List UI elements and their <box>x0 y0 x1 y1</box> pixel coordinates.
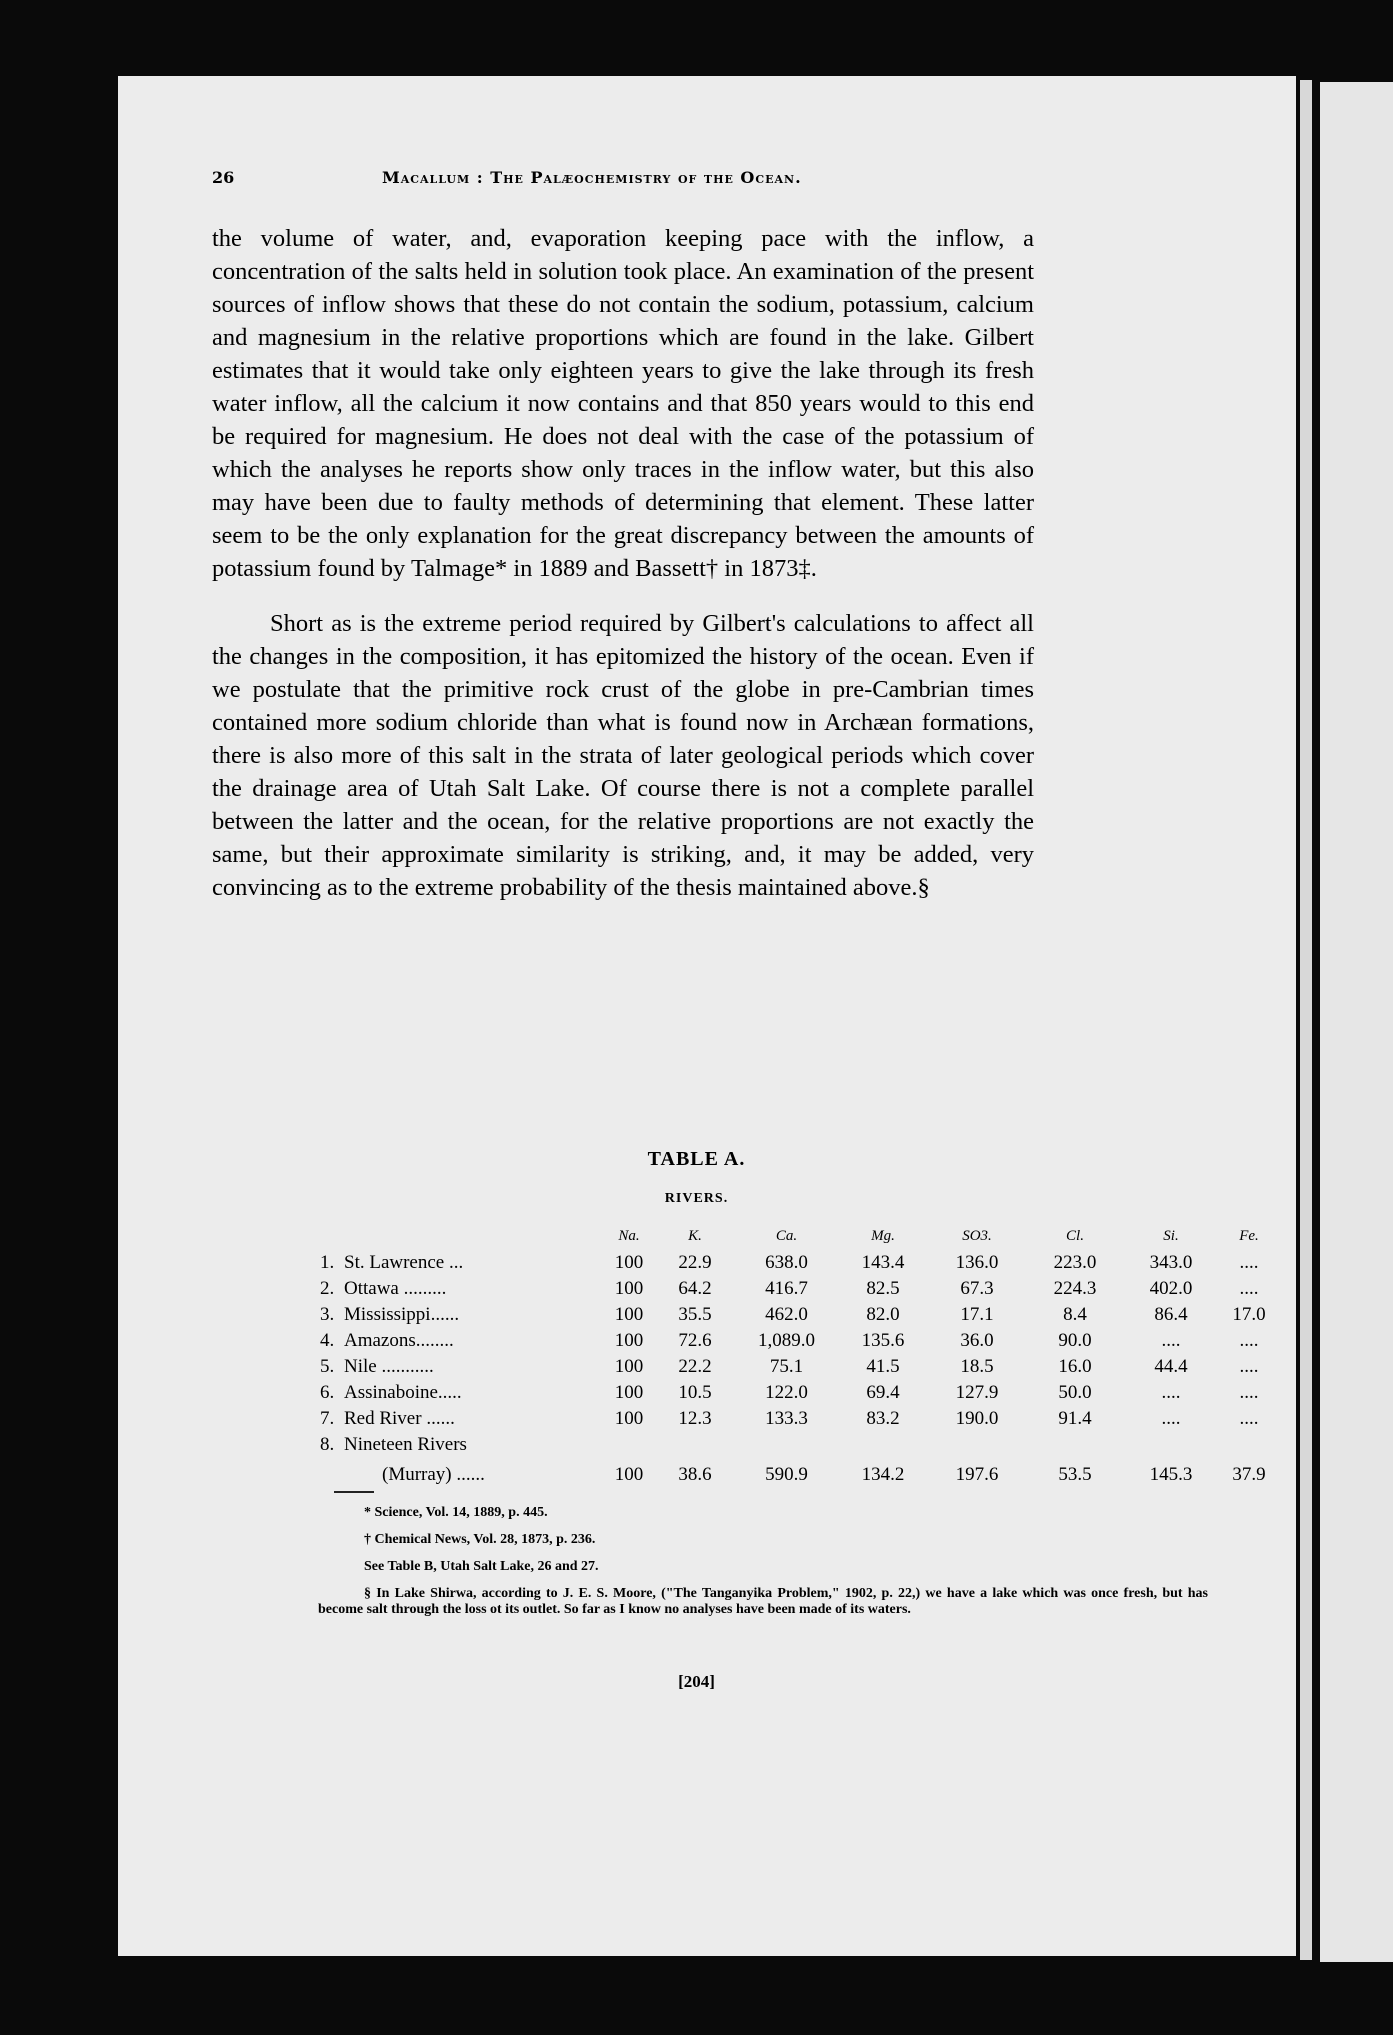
table-cell <box>734 1432 839 1458</box>
river-name: Ottawa ......... <box>344 1278 447 1299</box>
page-number: 26 <box>212 168 235 187</box>
table-cell: 122.0 <box>765 1382 808 1403</box>
table-cell <box>1219 1432 1279 1458</box>
table-cell: 36.0 <box>960 1330 994 1351</box>
footnote-star: * Science, Vol. 14, 1889, p. 445. <box>364 1505 548 1520</box>
table-cell: 41.5 <box>866 1356 900 1377</box>
table-cell: 50.0 <box>1058 1382 1092 1403</box>
table-row <box>320 1432 1279 1458</box>
paragraph-1: the volume of water, and, evaporation keeping pace with the inflow, a concentration of the salts held in solution took place. An examination of the present sources of inflow shows that these do not contain the sodium, potassium, calcium and magnesium in the relative proportions which are found in the lake. Gilbert estimates that it would take only eighteen years to give the lake through its fresh water inflow, all the calcium it now contains and that 850 years would to this end be required for magnesium. He does not deal with the case of the potassium of which the analyses he reports show only traces in the inflow water, but this also may have been due to faulty methods of determining that element. These latter seem to be the only explanation for the great discrepancy between the amounts of potassium found by Talmage* in 1889 and Bassett† in 1873‡. <box>212 225 1034 582</box>
table-row <box>320 1354 1279 1380</box>
table-cell: 82.5 <box>866 1278 900 1299</box>
running-header <box>212 168 1022 198</box>
river-name: Assinaboine..... <box>344 1382 462 1403</box>
table-row <box>320 1406 1279 1432</box>
footnote-rule <box>334 1491 374 1493</box>
table-cell: 35.5 <box>678 1304 712 1325</box>
running-title: Macallum : The Palæochemistry of the Ocean. <box>382 168 802 187</box>
table-cell: 37.9 <box>1232 1464 1266 1485</box>
table-cell: 416.7 <box>765 1278 808 1299</box>
col-header-so3: SO3. <box>962 1227 992 1244</box>
table-cell: 44.4 <box>1154 1356 1188 1377</box>
table-cell: 67.3 <box>960 1278 994 1299</box>
table-header-row <box>320 1222 1279 1250</box>
table-cell: 8.4 <box>1063 1304 1087 1325</box>
table-cell: 38.6 <box>678 1464 712 1485</box>
river-name: Red River ...... <box>344 1408 455 1429</box>
footnotes <box>318 1505 1208 1629</box>
table-cell: 100 <box>614 1408 644 1429</box>
row-number: 8. <box>320 1434 335 1455</box>
table-cell: 83.2 <box>866 1408 900 1429</box>
table-cell: 197.6 <box>955 1464 999 1485</box>
col-header-fe: Fe. <box>1239 1227 1259 1244</box>
col-header-k: K. <box>688 1227 702 1244</box>
table-cell: 127.9 <box>955 1382 999 1403</box>
table-cell: 462.0 <box>765 1304 808 1325</box>
table-cell <box>656 1432 734 1458</box>
body-text <box>212 222 1034 904</box>
table-cell: 1,089.0 <box>758 1330 815 1351</box>
table-cell <box>1123 1432 1219 1458</box>
table-cell <box>1027 1432 1123 1458</box>
table-cell: 100 <box>614 1382 644 1403</box>
table-cell: .... <box>1239 1252 1259 1273</box>
table-cell: 53.5 <box>1058 1464 1092 1485</box>
table-cell: 223.0 <box>1053 1252 1097 1273</box>
table-cell: 69.4 <box>866 1382 900 1403</box>
river-name: Amazons........ <box>344 1330 454 1351</box>
folio-page-number: [204] <box>678 1672 715 1691</box>
table-cell: 136.0 <box>955 1252 999 1273</box>
table-cell: 224.3 <box>1053 1278 1097 1299</box>
river-name: Nile ........... <box>344 1356 434 1377</box>
table-cell: 16.0 <box>1058 1356 1092 1377</box>
table-row <box>320 1276 1279 1302</box>
footnote-ddagger: See Table B, Utah Salt Lake, 26 and 27. <box>364 1559 599 1574</box>
col-header-mg: Mg. <box>871 1227 895 1244</box>
table-cell: .... <box>1239 1356 1259 1377</box>
table-cell: 134.2 <box>861 1464 905 1485</box>
table-row <box>320 1458 1279 1492</box>
rivers-table <box>320 1222 1279 1492</box>
row-number: 2. <box>320 1278 335 1299</box>
table-cell: 100 <box>614 1304 644 1325</box>
col-header-cl: Cl. <box>1066 1227 1084 1244</box>
footnote-dagger: † Chemical News, Vol. 28, 1873, p. 236. <box>364 1532 596 1547</box>
river-name: Nineteen Rivers <box>344 1434 467 1455</box>
paragraph-2: Short as is the extreme period required by Gilbert's calculations to affect all the changes in the composition, it has epitomized the history of the ocean. Even if we postulate that the primitive rock crust of the globe in pre-Cambrian times contained more sodium chloride than what is found now in Archæan formations, there is also more of this salt in the strata of later geological periods which cover the drainage area of Utah Salt Lake. Of course there is not a complete parallel between the latter and the ocean, for the relative proportions are not exactly the same, but their approximate similarity is striking, and, it may be added, very convincing as to the extreme probability of the thesis maintained above.§ <box>212 610 1034 901</box>
col-header-na: Na. <box>618 1227 640 1244</box>
table-cell <box>839 1432 927 1458</box>
river-name: (Murray) ...... <box>382 1464 485 1485</box>
table-row <box>320 1250 1279 1276</box>
table-cell <box>927 1432 1027 1458</box>
table-cell: 100 <box>614 1464 644 1485</box>
table-cell: .... <box>1161 1382 1181 1403</box>
table-cell: 145.3 <box>1149 1464 1193 1485</box>
table-cell: 75.1 <box>769 1356 804 1377</box>
table-cell: 64.2 <box>678 1278 712 1299</box>
table-cell: 638.0 <box>765 1252 808 1273</box>
row-number: 4. <box>320 1330 335 1351</box>
table-cell: 22.9 <box>678 1252 712 1273</box>
table-title: TABLE A. <box>647 1148 746 1170</box>
table-cell: 402.0 <box>1149 1278 1193 1299</box>
row-number: 5. <box>320 1356 335 1377</box>
table-cell: 86.4 <box>1154 1304 1188 1325</box>
river-name: Mississippi...... <box>344 1304 460 1325</box>
table-cell: 17.1 <box>960 1304 994 1325</box>
table-row <box>320 1328 1279 1354</box>
table-cell: 72.6 <box>678 1330 712 1351</box>
table-row <box>320 1302 1279 1328</box>
table-cell: .... <box>1239 1382 1259 1403</box>
table-cell: 190.0 <box>955 1408 999 1429</box>
table-cell: 100 <box>614 1356 644 1377</box>
table-cell: .... <box>1239 1408 1259 1429</box>
table-subtitle: RIVERS. <box>664 1191 729 1206</box>
table-row <box>320 1380 1279 1406</box>
table-cell: .... <box>1239 1330 1259 1351</box>
table-cell: 91.4 <box>1058 1408 1092 1429</box>
table-cell: 343.0 <box>1149 1252 1193 1273</box>
table-cell: 135.6 <box>861 1330 905 1351</box>
row-number: 7. <box>320 1408 335 1429</box>
row-number <box>320 1458 344 1492</box>
table-cell: 100 <box>614 1252 644 1273</box>
col-header-si: Si. <box>1163 1227 1179 1244</box>
table-cell: 18.5 <box>960 1356 994 1377</box>
table-cell: 22.2 <box>678 1356 712 1377</box>
table-cell: 10.5 <box>678 1382 712 1403</box>
table-cell: 133.3 <box>765 1408 808 1429</box>
table-cell: 590.9 <box>765 1464 808 1485</box>
table-cell: 17.0 <box>1232 1304 1266 1325</box>
table-cell <box>602 1432 656 1458</box>
col-header-ca: Ca. <box>775 1227 798 1244</box>
table-cell: 82.0 <box>866 1304 900 1325</box>
table-cell: 143.4 <box>861 1252 905 1273</box>
table-cell: 100 <box>614 1278 644 1299</box>
table-cell: .... <box>1161 1408 1181 1429</box>
table-cell: 100 <box>614 1330 644 1351</box>
table-cell: .... <box>1239 1278 1259 1299</box>
row-number: 1. <box>320 1252 335 1273</box>
table-cell: .... <box>1161 1330 1181 1351</box>
footnote-section: § In Lake Shirwa, according to J. E. S. Moore, ("The Tanganyika Problem," 1902, p. 22,) we have a lake which was once fresh, but has become salt through the loss ot its outlet. So far as I know no analyses have been made of its waters. <box>318 1586 1208 1617</box>
table-cell: 90.0 <box>1058 1330 1092 1351</box>
row-number: 3. <box>320 1304 335 1325</box>
table-cell: 12.3 <box>678 1408 712 1429</box>
row-number: 6. <box>320 1382 335 1403</box>
river-name: St. Lawrence ... <box>344 1252 464 1273</box>
